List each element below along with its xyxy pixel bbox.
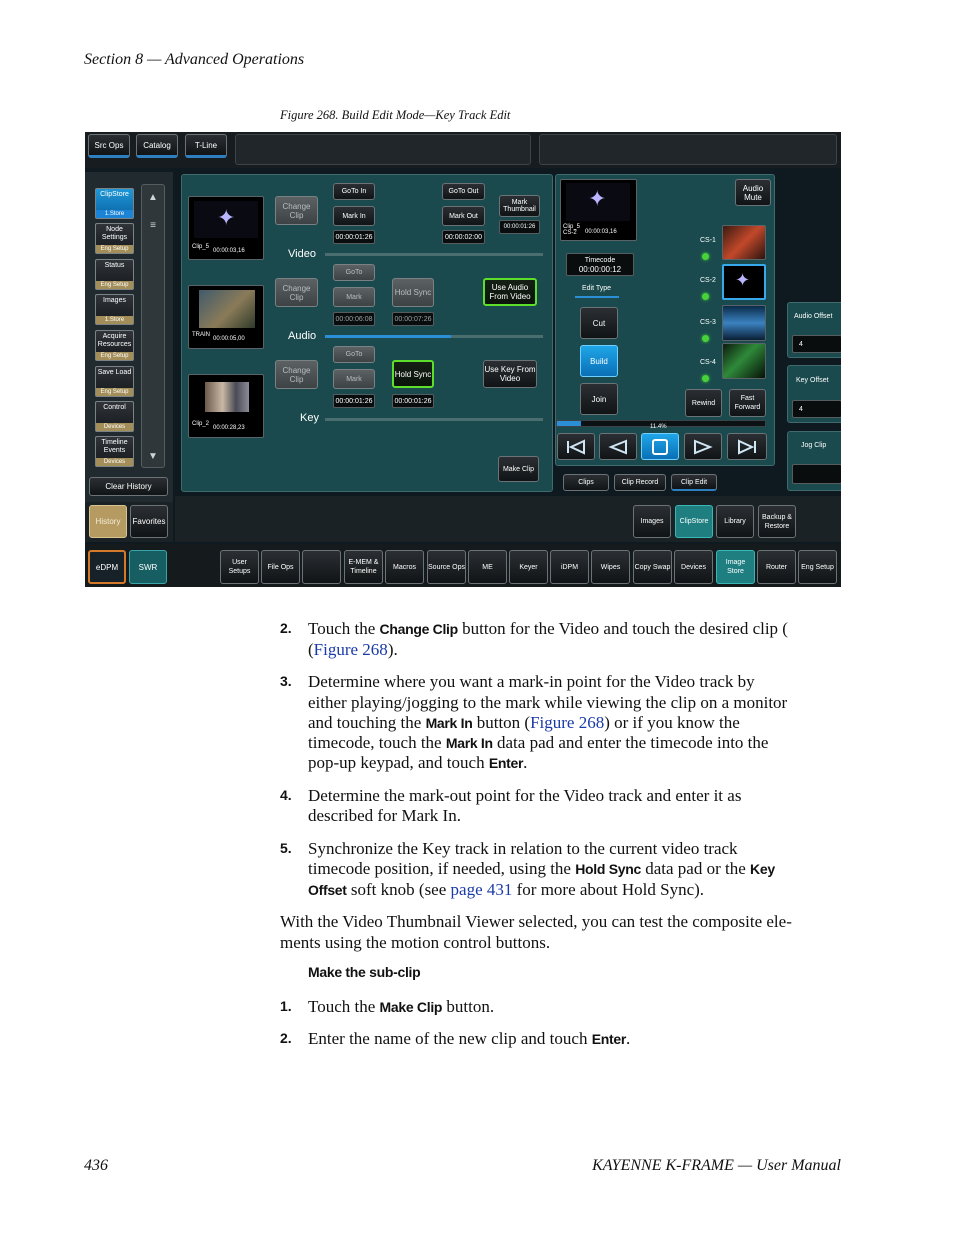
mark-in-timecode-pad[interactable]: 00:00:01:26 xyxy=(333,230,375,244)
tab-images[interactable]: Images xyxy=(633,505,671,538)
sidebar-item-clipstore[interactable]: ClipStore 1.Store xyxy=(95,188,134,219)
make-clip-button[interactable]: Make Clip xyxy=(498,456,539,482)
step-4-line-1: Determine the mark-out point for the Video track and enter it as xyxy=(308,786,742,805)
key-track-label: Key xyxy=(300,412,319,424)
bottom-button-empty[interactable] xyxy=(302,550,341,584)
key-hold-sync-button[interactable]: Hold Sync xyxy=(392,360,434,388)
step-3-number: 3. xyxy=(280,673,292,689)
timecode-display[interactable] xyxy=(566,253,634,276)
step-5-line-1: Synchronize the Key track in relation to the current video track xyxy=(308,839,738,858)
figure-268-link[interactable]: Figure 268 xyxy=(313,640,388,659)
bottom-button-keyer[interactable]: Keyer xyxy=(509,550,548,584)
play-reverse-icon xyxy=(607,439,629,455)
key-mark-button[interactable]: Mark xyxy=(333,369,375,389)
cs-4-thumbnail[interactable] xyxy=(722,343,766,379)
step-5-number: 5. xyxy=(280,840,292,856)
audio-track-progress xyxy=(325,335,451,338)
manual-title: KAYENNE K-FRAME — User Manual xyxy=(592,1157,841,1174)
tab-clipstore[interactable]: ClipStore xyxy=(675,505,713,538)
edpm-button[interactable]: eDPM xyxy=(88,550,126,584)
history-button[interactable]: History xyxy=(89,505,127,538)
clear-history-button[interactable]: Clear History xyxy=(89,477,168,496)
audio-hold-sync-button[interactable]: Hold Sync xyxy=(392,278,434,307)
goto-start-icon xyxy=(565,439,587,455)
cs-1-label: CS-1 xyxy=(700,237,716,244)
play-reverse-button[interactable] xyxy=(599,433,637,460)
sub-step-1-number: 1. xyxy=(280,998,292,1014)
rewind-button[interactable]: Rewind xyxy=(685,389,722,417)
bottom-button-idpm[interactable]: iDPM xyxy=(550,550,589,584)
sub-step-1-line: Touch the Make Clip button. xyxy=(308,997,495,1016)
step-3-line-2: either playing/jogging to the mark while viewing the clip on a monitor xyxy=(308,693,788,712)
fast-forward-button[interactable]: Fast Forward xyxy=(729,389,766,417)
use-key-from-video-button[interactable]: Use Key From Video xyxy=(483,360,537,388)
video-thumbnail[interactable]: ✦ Clip_5 00:00:03,16 xyxy=(188,196,264,260)
mark-out-timecode-pad[interactable]: 00:00:02:00 xyxy=(442,230,485,244)
goto-start-button[interactable] xyxy=(557,433,595,460)
top-empty-field-1 xyxy=(235,134,531,165)
build-button[interactable]: Build xyxy=(580,345,618,377)
sidebar-item-node-settings[interactable]: Node Settings Eng Setup xyxy=(95,223,134,254)
favorites-button[interactable]: Favorites xyxy=(130,505,168,538)
sidebar-item-save-load[interactable]: Save Load Eng Setup xyxy=(95,366,134,397)
bottom-button-eng-setup[interactable]: Eng Setup xyxy=(798,550,837,584)
cs-4-label: CS-4 xyxy=(700,359,716,366)
scroll-up-icon[interactable]: ▲ xyxy=(148,191,158,203)
audio-offset-label: Audio Offset xyxy=(794,313,833,320)
step-3-line-5: pop-up keypad, and touch Enter. xyxy=(308,753,528,772)
step-3-line-4: timecode, touch the Mark In data pad and enter the timecode into the xyxy=(308,733,769,752)
bottom-button-source-ops[interactable]: Source Ops xyxy=(427,550,466,584)
sub-step-2-number: 2. xyxy=(280,1030,292,1046)
bottom-button-image-store[interactable]: Image Store xyxy=(716,550,755,584)
bottom-button-user-setups[interactable]: User Setups xyxy=(220,550,259,584)
sidebar-item-acquire-resources[interactable]: Acquire Resources Eng Setup xyxy=(95,330,134,361)
key-offset-label: Key Offset xyxy=(796,377,829,384)
viewer-star-icon: ✦ xyxy=(588,186,607,211)
sidebar-item-status[interactable]: Status Eng Setup xyxy=(95,259,134,290)
scroll-down-icon[interactable]: ▼ xyxy=(148,450,158,462)
step-5-line-2: timecode position, if needed, using the Hold Sync data pad or the Key xyxy=(308,859,775,878)
sub-step-2-line: Enter the name of the new clip and touch Enter. xyxy=(308,1029,631,1048)
scroll-thumb-icon[interactable]: ≡ xyxy=(150,219,156,231)
cut-button[interactable]: Cut xyxy=(580,307,618,339)
bottom-button-e-mem-timeline[interactable]: E-MEM & Timeline xyxy=(344,550,383,584)
audio-mute-button[interactable]: Audio Mute xyxy=(735,179,771,206)
sidebar-item-timeline-events[interactable]: Timeline Events Devices xyxy=(95,436,134,467)
mark-in-button[interactable]: Mark In xyxy=(333,206,375,226)
paragraph-line-1: With the Video Thumbnail Viewer selected, you can test the composite ele- xyxy=(280,912,792,931)
step-3-line-3: and touching the Mark In button (Figure 268) or if you know the xyxy=(308,713,740,732)
audio-thumbnail[interactable]: TRAIN 00:00:05,00 xyxy=(188,285,264,349)
jog-clip-label: Jog Clip xyxy=(801,442,827,449)
bottom-button-devices[interactable]: Devices xyxy=(674,550,713,584)
mark-thumbnail-button[interactable]: Mark Thumbnail xyxy=(499,195,540,217)
cs-2-thumbnail[interactable] xyxy=(722,264,766,300)
tab-catalog[interactable]: Catalog xyxy=(136,134,178,158)
bottom-button-me[interactable]: ME xyxy=(468,550,507,584)
stop-icon xyxy=(649,439,671,455)
step-2-line-2: (Figure 268). xyxy=(308,640,398,659)
cs-4-led xyxy=(702,375,709,382)
bottom-button-copy-swap[interactable]: Copy Swap xyxy=(633,550,672,584)
sidebar-item-images[interactable]: Images 1.Store xyxy=(95,294,134,325)
key-change-clip-button[interactable]: Change Clip xyxy=(275,360,318,389)
key-goto-button[interactable]: GoTo xyxy=(333,346,375,363)
step-4-line-2: described for Mark In. xyxy=(308,806,461,825)
tab-backup-restore[interactable]: Backup & Restore xyxy=(758,505,796,538)
edit-type-label: Edit Type xyxy=(582,285,612,292)
cs-2-star-icon: ✦ xyxy=(735,270,751,290)
stop-button[interactable] xyxy=(641,433,679,460)
ui-screenshot xyxy=(85,132,841,587)
tab-clips[interactable]: Clips xyxy=(563,474,609,491)
cs-3-thumbnail[interactable] xyxy=(722,305,766,341)
cs-3-led xyxy=(702,335,709,342)
bottom-button-macros[interactable]: Macros xyxy=(385,550,424,584)
goto-end-button[interactable] xyxy=(727,433,767,460)
cs-1-led xyxy=(702,253,709,260)
audio-mark-timecode-pad[interactable]: 00:00:06:08 xyxy=(333,312,375,326)
swr-button[interactable]: SWR xyxy=(129,550,167,584)
use-audio-from-video-button[interactable]: Use Audio From Video xyxy=(483,278,537,306)
step-3-line-1: Determine where you want a mark-in point for the Video track by xyxy=(308,672,755,691)
tab-t-line[interactable]: T-Line xyxy=(185,134,227,158)
subhead-make-sub-clip: Make the sub-clip xyxy=(308,964,421,980)
cs-3-label: CS-3 xyxy=(700,319,716,326)
step-2-number: 2. xyxy=(280,620,292,636)
tab-clip-record[interactable]: Clip Record xyxy=(614,474,666,491)
key-thumbnail[interactable]: Clip_2 00:00:28,23 xyxy=(188,374,264,438)
bottom-button-router[interactable]: Router xyxy=(757,550,796,584)
goto-out-button[interactable]: GoTo Out xyxy=(442,183,485,200)
mark-out-button[interactable]: Mark Out xyxy=(442,206,485,226)
cs-2-led xyxy=(702,293,709,300)
timecode-value: 00:00:00:12 xyxy=(578,264,622,274)
goto-end-icon xyxy=(736,439,758,455)
bottom-button-wipes[interactable]: Wipes xyxy=(591,550,630,584)
jog-clip-field[interactable] xyxy=(792,464,841,484)
clip-progress-label: 11.4% xyxy=(650,424,667,430)
viewer-thumbnail[interactable]: ✦ Clip_5 CS-2 00:00:03,16 xyxy=(560,179,637,241)
audio-mark-button[interactable]: Mark xyxy=(333,287,375,307)
play-forward-icon xyxy=(692,439,714,455)
sidebar-item-control[interactable]: Control Devices xyxy=(95,401,134,432)
play-forward-button[interactable] xyxy=(684,433,722,460)
step-5-line-3: Offset soft knob (see page 431 for more about Hold Sync). xyxy=(308,880,705,899)
edit-type-underline xyxy=(575,296,619,298)
key-mark-timecode-pad[interactable]: 00:00:01:26 xyxy=(333,394,375,408)
tab-library[interactable]: Library xyxy=(716,505,754,538)
key-hold-timecode-pad[interactable]: 00:00:01:26 xyxy=(392,394,434,408)
top-empty-field-2 xyxy=(539,134,837,165)
join-button[interactable]: Join xyxy=(580,383,618,415)
clip-progress-fill xyxy=(557,421,581,426)
goto-in-button[interactable]: GoTo In xyxy=(333,183,375,200)
step-4-number: 4. xyxy=(280,787,292,803)
figure-268-link-2[interactable]: Figure 268 xyxy=(530,713,605,732)
cs-1-thumbnail[interactable] xyxy=(722,225,766,260)
audio-change-clip-button[interactable]: Change Clip xyxy=(275,278,318,307)
section-header: Section 8 — Advanced Operations xyxy=(84,51,305,68)
video-track-label: Video xyxy=(288,248,316,260)
key-offset-value[interactable]: 4 xyxy=(792,400,841,418)
cs-2-label: CS-2 xyxy=(700,277,716,284)
figure-caption: Figure 268. Build Edit Mode—Key Track Edit xyxy=(280,108,511,122)
audio-hold-timecode-pad[interactable]: 00:00:07:26 xyxy=(392,312,434,326)
audio-track-label: Audio xyxy=(288,330,317,342)
star-icon: ✦ xyxy=(217,205,236,230)
audio-offset-value[interactable]: 4 xyxy=(792,335,841,353)
tab-src-ops[interactable]: Src Ops xyxy=(88,134,130,158)
page-431-link[interactable]: page 431 xyxy=(450,880,513,899)
step-2-line-1: Touch the Change Clip button for the Video and touch the desired clip ( xyxy=(308,619,788,638)
audio-goto-button[interactable]: GoTo xyxy=(333,264,375,281)
paragraph-line-2: ments using the motion control buttons. xyxy=(280,933,551,952)
page-number: 436 xyxy=(84,1157,108,1174)
thumbnail-timecode-pad[interactable]: 00:00:01:26 xyxy=(499,220,540,234)
video-change-clip-button[interactable]: Change Clip xyxy=(275,196,318,225)
tab-clip-edit[interactable]: Clip Edit xyxy=(671,474,717,491)
video-track-bar xyxy=(325,253,543,256)
bottom-button-file-ops[interactable]: File Ops xyxy=(261,550,300,584)
timecode-label: Timecode xyxy=(584,256,616,264)
key-track-bar xyxy=(325,418,543,421)
